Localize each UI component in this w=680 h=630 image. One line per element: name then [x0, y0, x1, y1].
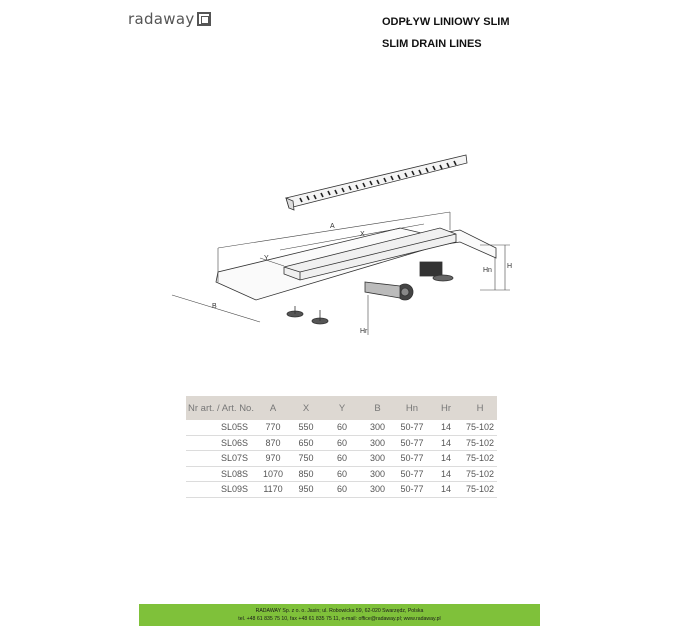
footer-contact: tel. +48 61 835 75 10, fax +48 61 835 75 11, e-mail: office@radaway.pl; www.radaway.pl — [238, 616, 441, 622]
cell-hn: 50-77 — [395, 466, 429, 482]
cell-y: 60 — [324, 466, 360, 482]
col-header-x: X — [288, 396, 324, 420]
cell-a: 1070 — [258, 466, 288, 482]
dim-label-b: B — [212, 303, 217, 310]
dim-label-x: X — [360, 231, 365, 238]
col-header-hn: Hn — [395, 396, 429, 420]
col-header-y: Y — [324, 396, 360, 420]
spec-table — [186, 396, 497, 498]
cell-a: 770 — [258, 420, 288, 435]
col-header-b: B — [360, 396, 395, 420]
dim-label-hr: Hr — [360, 328, 368, 335]
cell-hn: 50-77 — [395, 435, 429, 451]
cell-b: 300 — [360, 451, 395, 467]
footer-address: RADAWAY Sp. z o. o. Jasin; ul. Robowicka 59, 62-020 Swarzędz, Polska — [255, 608, 424, 614]
cell-a: 1170 — [258, 482, 288, 498]
dim-label-hn: Hn — [483, 267, 492, 274]
cell-a: 870 — [258, 435, 288, 451]
cell-hn: 50-77 — [395, 451, 429, 467]
title-polish: ODPŁYW LINIOWY SLIM — [382, 16, 510, 28]
cell-b: 300 — [360, 482, 395, 498]
cell-art-no: SL09S — [186, 482, 258, 498]
drain-body — [216, 228, 496, 324]
col-header-h: H — [463, 396, 497, 420]
table-row — [186, 420, 497, 435]
title-english: SLIM DRAIN LINES — [382, 38, 482, 50]
table-header-row — [186, 396, 497, 420]
cell-y: 60 — [324, 451, 360, 467]
cell-b: 300 — [360, 435, 395, 451]
cell-hn: 50-77 — [395, 482, 429, 498]
cell-b: 300 — [360, 466, 395, 482]
table-row — [186, 451, 497, 467]
brand-logo — [128, 10, 211, 28]
col-header-hr: Hr — [429, 396, 463, 420]
cell-h: 75-102 — [463, 451, 497, 467]
cell-hr: 14 — [429, 451, 463, 467]
footer-bar — [139, 604, 540, 626]
cell-art-no: SL07S — [186, 451, 258, 467]
cell-y: 60 — [324, 482, 360, 498]
cell-x: 550 — [288, 420, 324, 435]
cell-x: 650 — [288, 435, 324, 451]
dim-label-h: H — [507, 263, 513, 270]
cell-hn: 50-77 — [395, 420, 429, 435]
cell-hr: 14 — [429, 466, 463, 482]
dim-label-y: Y — [264, 255, 269, 262]
cell-y: 60 — [324, 420, 360, 435]
cell-hr: 14 — [429, 435, 463, 451]
cell-x: 950 — [288, 482, 324, 498]
table-row — [186, 466, 497, 482]
logo-mark-icon — [197, 12, 211, 26]
page-titles — [382, 11, 510, 55]
cell-hr: 14 — [429, 420, 463, 435]
cell-x: 750 — [288, 451, 324, 467]
cell-art-no: SL06S — [186, 435, 258, 451]
cell-a: 970 — [258, 451, 288, 467]
col-header-a: A — [258, 396, 288, 420]
cell-x: 850 — [288, 466, 324, 482]
cell-hr: 14 — [429, 482, 463, 498]
cell-h: 75-102 — [463, 482, 497, 498]
cell-art-no: SL05S — [186, 420, 258, 435]
cell-y: 60 — [324, 435, 360, 451]
cell-art-no: SL08S — [186, 466, 258, 482]
cell-b: 300 — [360, 420, 395, 435]
logo-text: radaway — [128, 10, 195, 28]
drain-grate — [286, 155, 467, 210]
col-header-art-no: Nr art. / Art. No. — [186, 396, 258, 420]
table-row — [186, 482, 497, 498]
cell-h: 75-102 — [463, 435, 497, 451]
technical-drawing — [160, 150, 530, 350]
cell-h: 75-102 — [463, 420, 497, 435]
dim-label-a: A — [330, 223, 335, 230]
table-row — [186, 435, 497, 451]
cell-h: 75-102 — [463, 466, 497, 482]
